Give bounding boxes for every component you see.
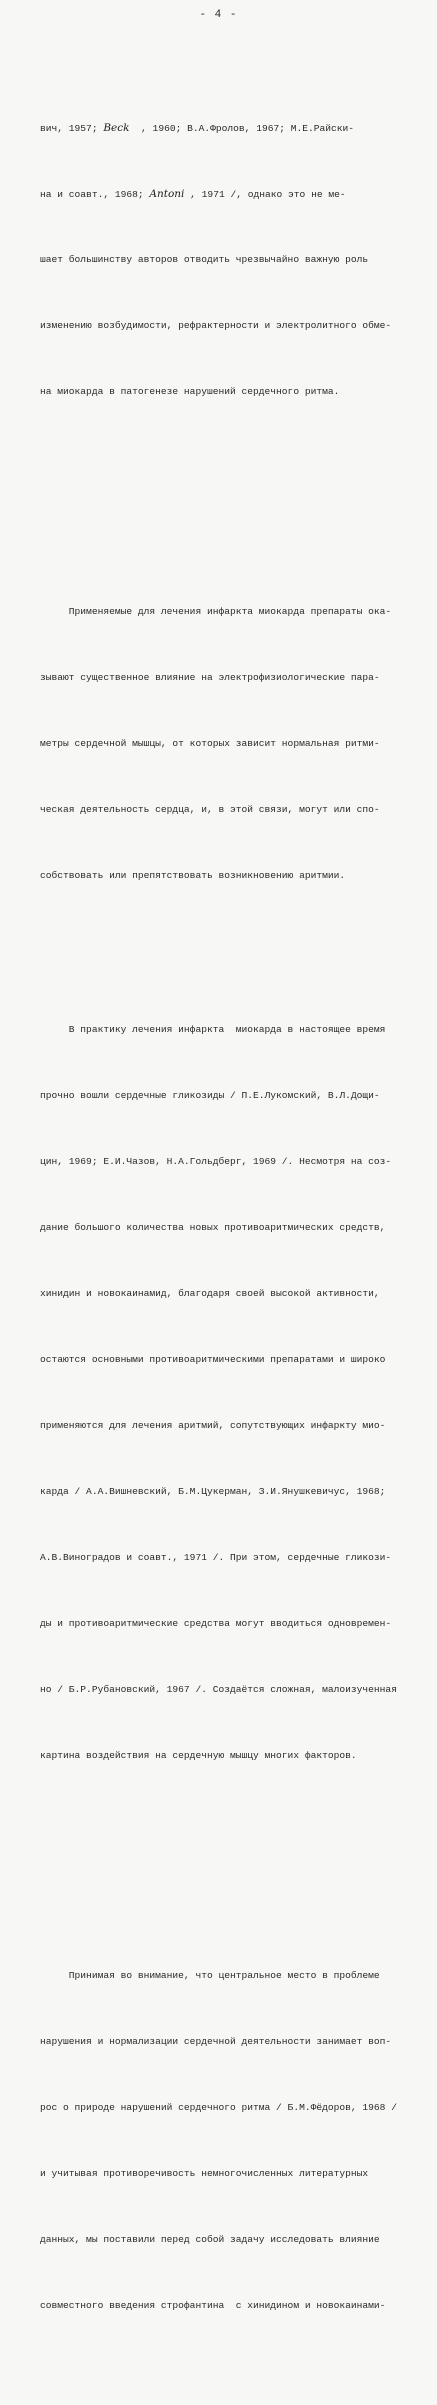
text-line: Применяемые для лечения инфаркта миокарда препараты ока- xyxy=(40,606,392,617)
text-line: но / Б.Р.Рубановский, 1967 /. Создаётся сложная, малоизученная xyxy=(40,1684,397,1695)
text-line: изменению возбудимости, рефрактерности и электролитного обме- xyxy=(40,320,392,331)
blank-line xyxy=(40,1855,424,1877)
text-line: прочно вошли сердечные гликозиды / П.Е.Лукомский, В.Л.Дощи- xyxy=(40,1090,380,1101)
text-line: рос о природе нарушений сердечного ритма / Б.М.Фёдоров, 1968 / xyxy=(40,2102,397,2113)
text-line: ды и противоаритмические средства могут вводиться одновремен- xyxy=(40,1618,392,1629)
text-line: вич, 1957; Beck , 1960; В.А.Фролов, 1967; М.Е.Райски- xyxy=(40,122,355,134)
text-line: А.В.Виноградов и соавт., 1971 /. При этом, сердечные гликози- xyxy=(40,1552,392,1563)
text-line: Принимая во внимание, что центральное место в проблеме xyxy=(40,1970,380,1981)
text-line: дание большого количества новых противоаритмических средств, xyxy=(40,1222,386,1233)
text-line: применяются для лечения аритмий, сопутствующих инфаркту мио- xyxy=(40,1420,386,1431)
text-line: шает большинству авторов отводить чрезвычайно важную роль xyxy=(40,254,369,265)
page-number: - 4 - xyxy=(199,9,238,21)
text-line: В практику лечения инфаркта миокарда в настоящее время xyxy=(40,1024,386,1035)
text-line: нарушения и нормализации сердечной деятельности занимает воп- xyxy=(40,2036,392,2047)
text-line: цин, 1969; Е.И.Чазов, Н.А.Гольдберг, 1969 /. Несмотря на соз- xyxy=(40,1156,392,1167)
text-line: ческая деятельность сердца, и, в этой связи, могут или спо- xyxy=(40,804,380,815)
text-line: на миокарда в патогенезе нарушений сердечного ритма. xyxy=(40,386,340,397)
text-line: картина воздействия на сердечную мышцу многих факторов. xyxy=(40,1750,357,1761)
handwritten-name: Antoni xyxy=(149,188,185,200)
blank-line xyxy=(40,491,424,513)
handwritten-name: Beck xyxy=(103,122,130,134)
text-line: зывают существенное влияние на электрофизиологические пара- xyxy=(40,672,380,683)
text-line: карда / А.А.Вишневский, Б.М.Цукерман, З.И.Янушкевичус, 1968; xyxy=(40,1486,386,1497)
text-line: метры сердечной мышцы, от которых зависит нормальная ритми- xyxy=(40,738,380,749)
text-line: остаются основными противоаритмическими препаратами и широко xyxy=(40,1354,386,1365)
paragraph-1 xyxy=(40,73,424,447)
paragraph-2 xyxy=(40,557,424,931)
text-line: хинидин и новокаинамид, благодаря своей высокой активности, xyxy=(40,1288,380,1299)
text-line: на и соавт., 1968; Antoni , 1971 /, однако это не ме- xyxy=(40,188,346,200)
text-line: совместного введения строфантина с хинидином и новокаинами- xyxy=(40,2300,386,2311)
text-line: данных, мы поставили перед собой задачу исследовать влияние xyxy=(40,2234,380,2245)
body-text xyxy=(40,29,424,2405)
paragraph-4 xyxy=(40,1921,424,2361)
paragraph-3 xyxy=(40,975,424,1811)
text-line: и учитывая противоречивость немногочисленных литературных xyxy=(40,2168,369,2179)
text-line: собствовать или препятствовать возникновению аритмии. xyxy=(40,870,346,881)
